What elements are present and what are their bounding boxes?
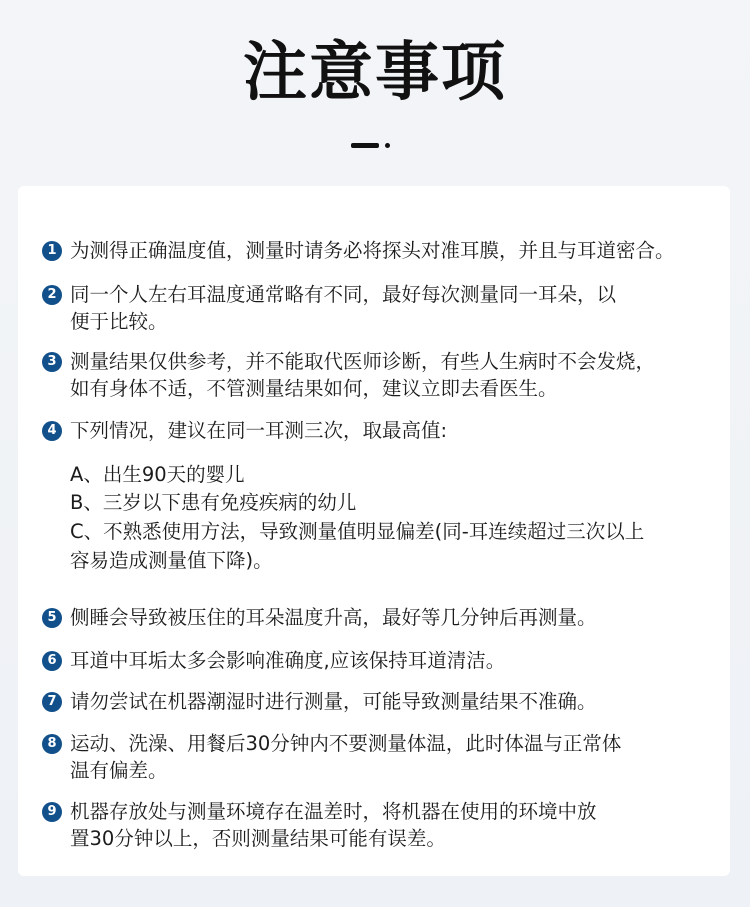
item-text-line-2: 如有身体不适，不管测量结果如何，建议立即去看医生。 bbox=[70, 377, 558, 400]
list-item-7 bbox=[42, 688, 722, 715]
number-badge-icon: 2 bbox=[42, 285, 62, 305]
divider-dot bbox=[385, 143, 390, 148]
number-badge-icon: 6 bbox=[42, 651, 62, 671]
list-item-9 bbox=[42, 798, 722, 852]
sub-item-a: A、出生90天的婴儿 bbox=[70, 463, 245, 486]
number-badge-icon: 5 bbox=[42, 608, 62, 628]
list-item-1 bbox=[42, 237, 722, 264]
list-item-8 bbox=[42, 730, 722, 784]
item-text-line-1: 同一个人左右耳温度通常略有不同，最好每次测量同一耳朵，以 bbox=[70, 283, 617, 306]
number-badge-icon: 8 bbox=[42, 734, 62, 754]
title-divider bbox=[351, 143, 391, 149]
item-text-line-1: 运动、洗澡、用餐后30分钟内不要测量体温，此时体温与正常体 bbox=[70, 732, 622, 755]
number-badge-icon: 7 bbox=[42, 692, 62, 712]
item-text: 请勿尝试在机器潮湿时进行测量，可能导致测量结果不准确。 bbox=[70, 690, 597, 713]
divider-bar bbox=[351, 143, 379, 148]
list-item-6 bbox=[42, 647, 722, 674]
item-text-line-2: 便于比较。 bbox=[70, 310, 168, 333]
page-title: 注意事项 bbox=[243, 36, 507, 110]
number-badge-icon: 4 bbox=[42, 421, 62, 441]
item-text-line-1: 机器存放处与测量环境存在温差时，将机器在使用的环境中放 bbox=[70, 800, 597, 823]
sub-item-b: B、三岁以下患有免疫疾病的幼儿 bbox=[70, 491, 357, 514]
item-text: 侧睡会导致被压住的耳朵温度升高，最好等几分钟后再测量。 bbox=[70, 606, 597, 629]
list-item-3 bbox=[42, 348, 722, 402]
list-item-2 bbox=[42, 281, 722, 335]
item-text: 下列情况，建议在同一耳测三次，取最高值: bbox=[70, 419, 448, 442]
item-text-line-2: 温有偏差。 bbox=[70, 759, 168, 782]
sub-item-c-continued: 容易造成测量值下降)。 bbox=[70, 549, 273, 572]
item-text-line-2: 置30分钟以上，否则测量结果可能有误差。 bbox=[70, 827, 446, 850]
item-text: 为测得正确温度值，测量时请务必将探头对准耳膜，并且与耳道密合。 bbox=[70, 239, 675, 262]
sub-item-c: C、不熟悉使用方法，导致测量值明显偏差(同-耳连续超过三次以上 bbox=[70, 520, 645, 543]
list-item-5 bbox=[42, 604, 722, 631]
item-text-line-1: 测量结果仅供参考，并不能取代医师诊断，有些人生病时不会发烧， bbox=[70, 350, 656, 373]
number-badge-icon: 1 bbox=[42, 241, 62, 261]
item-text: 耳道中耳垢太多会影响准确度,应该保持耳道清洁。 bbox=[70, 649, 506, 672]
number-badge-icon: 9 bbox=[42, 802, 62, 822]
number-badge-icon: 3 bbox=[42, 352, 62, 372]
list-item-4 bbox=[42, 417, 722, 444]
